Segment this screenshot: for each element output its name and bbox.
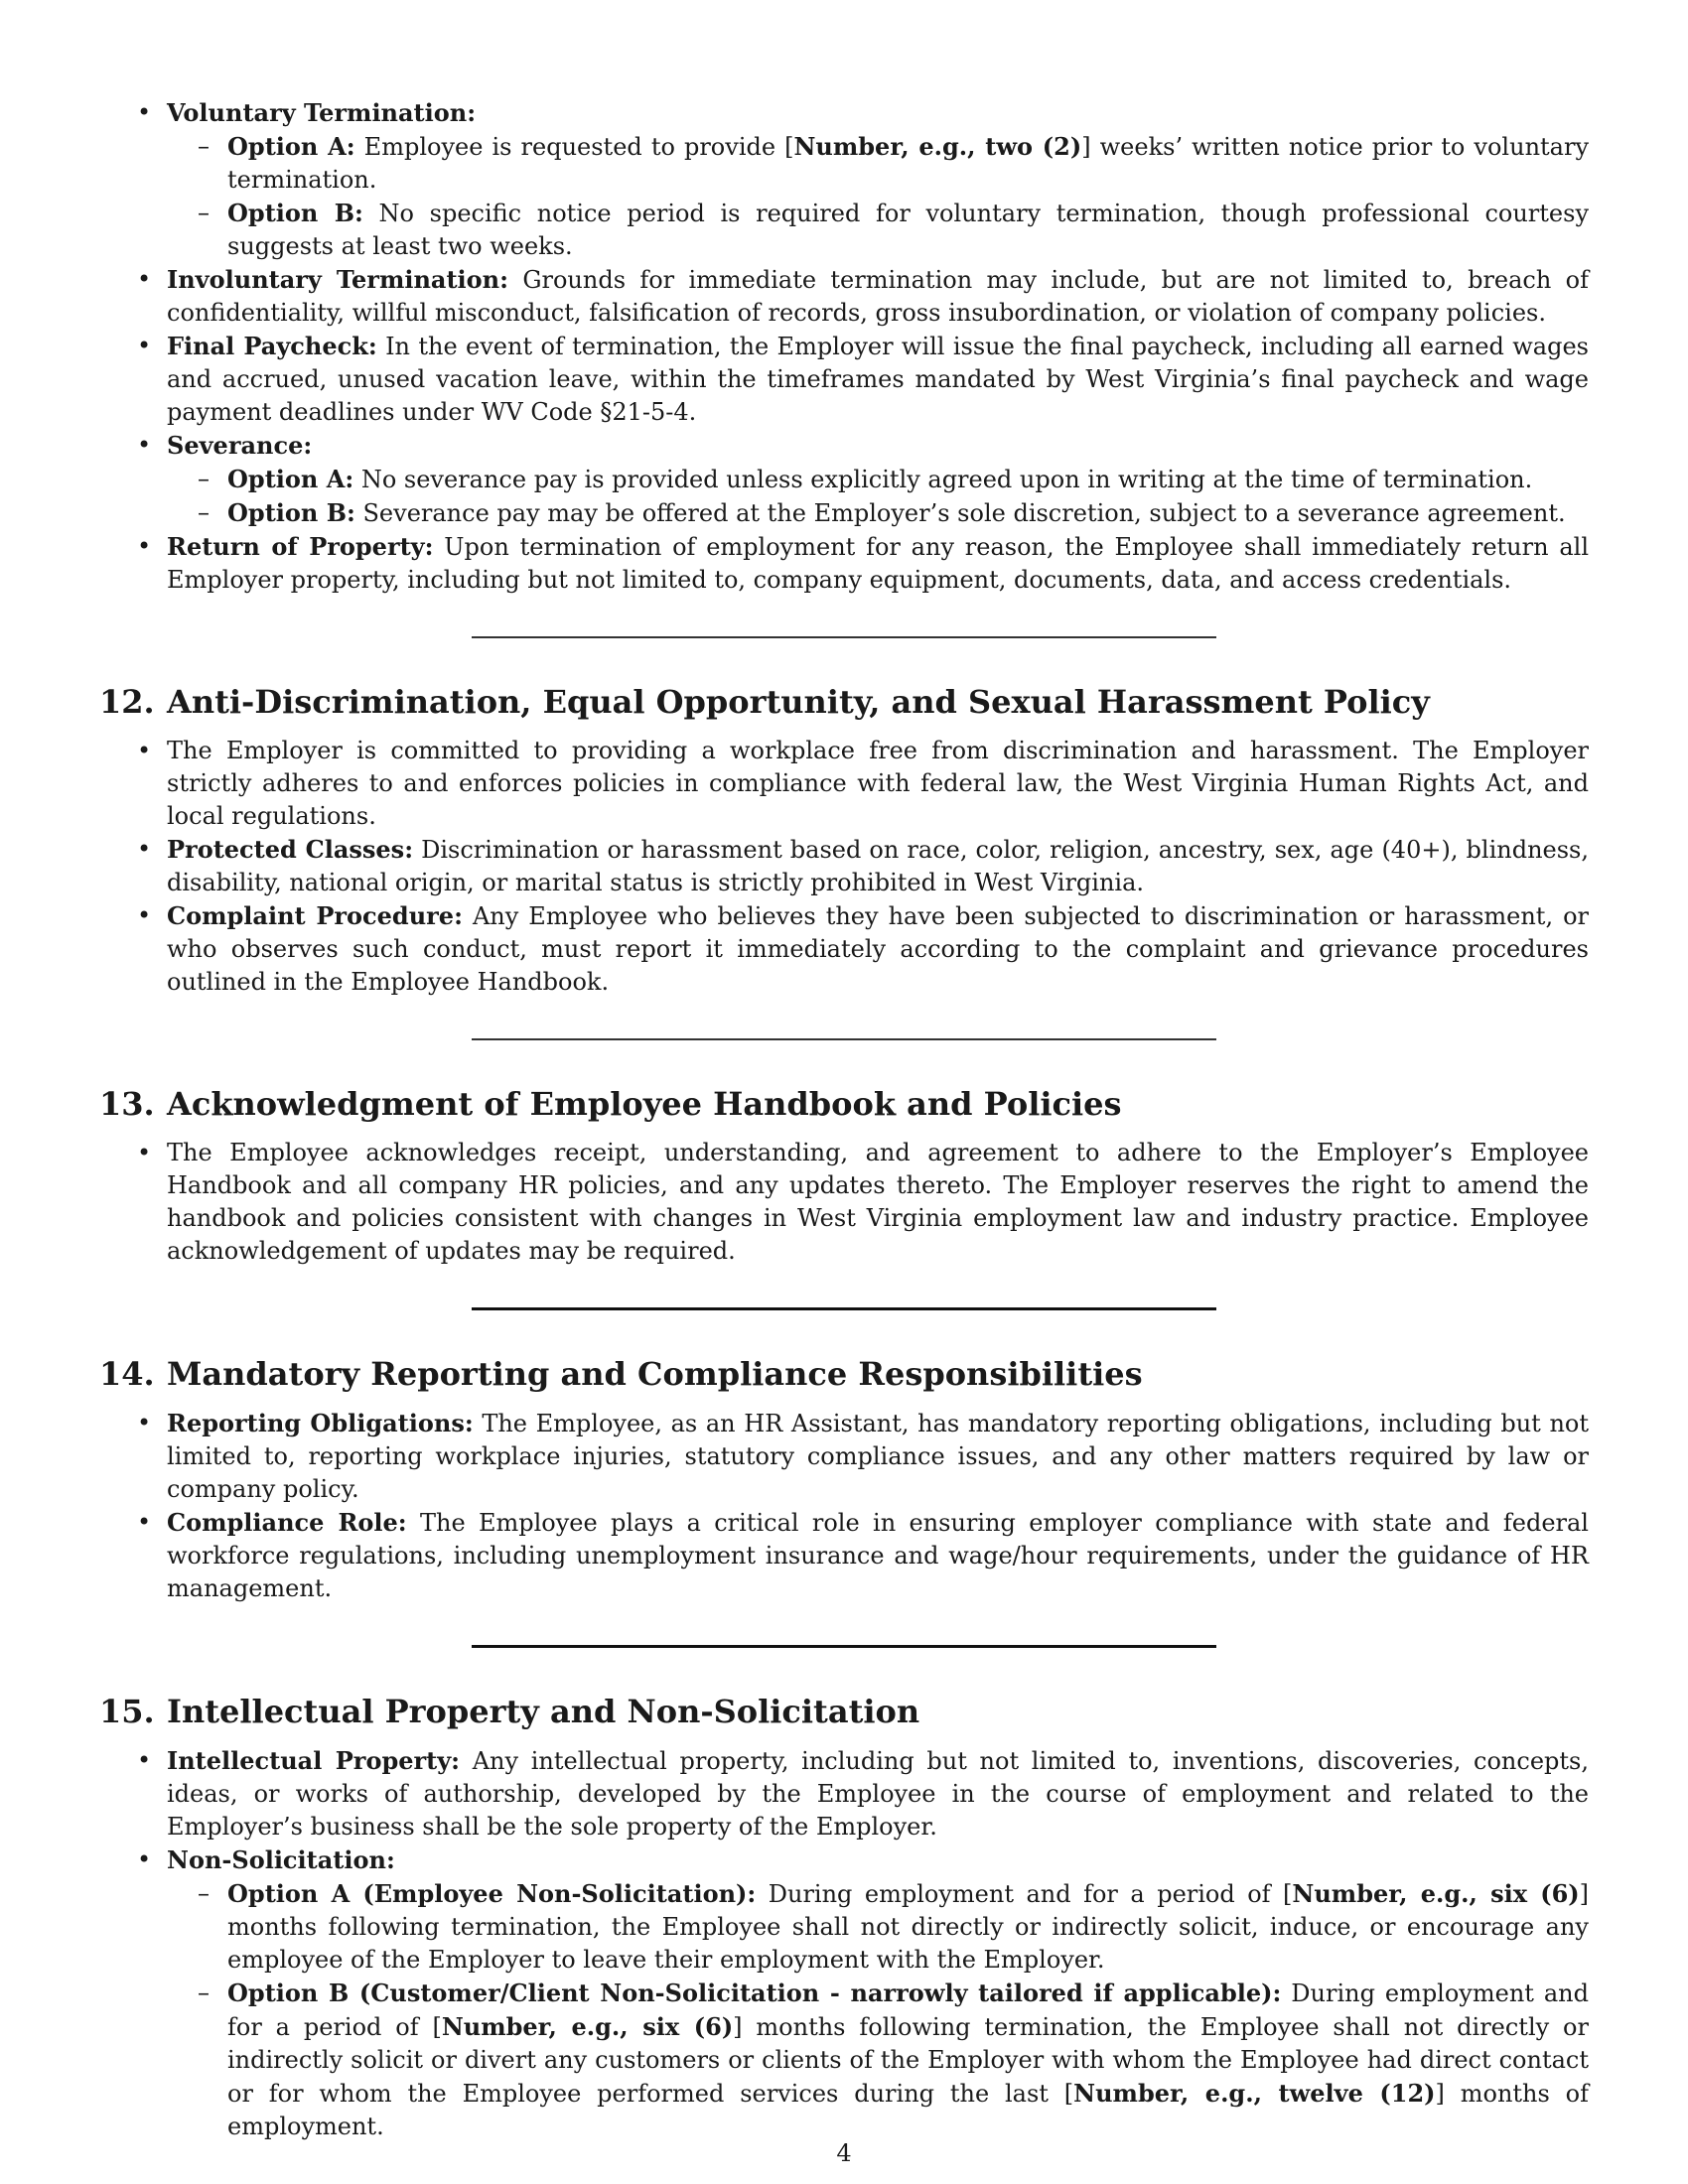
item-label: Severance: <box>167 431 313 460</box>
severance-options <box>167 463 1589 530</box>
item-text: Grounds for immediate termination may include, but are not limited to, breach of confidentiality, willful misconduct, falsification of records, gross insubordination, or violation of company policies. <box>167 266 1589 327</box>
non-solicitation-options <box>167 1877 1589 2143</box>
page-number: 4 <box>836 2139 852 2167</box>
placeholder-text: Number, e.g., two (2) <box>793 132 1082 161</box>
reporting-list <box>99 1407 1589 1605</box>
voluntary-options <box>167 130 1589 263</box>
list-item-option-b <box>227 496 1589 530</box>
option-label: Option A (Employee Non-Solicitation): <box>227 1879 757 1908</box>
list-item-voluntary-termination <box>167 96 1589 263</box>
placeholder-text: Number, e.g., twelve (12) <box>1073 2079 1436 2108</box>
section-heading-13 <box>99 1084 1589 1124</box>
list-item-final-paycheck <box>167 330 1589 429</box>
item-text: The Employee, as an HR Assistant, has mandatory reporting obligations, including but not limited to, reporting workplace injuries, statutory compliance issues, and any other matters required by law or company policy. <box>167 1410 1589 1503</box>
list-item-option-a <box>227 463 1589 496</box>
item-text: Upon termination of employment for any reason, the Employee shall immediately return all Employer property, including but not limited to, company equipment, documents, data, and access credentials. <box>167 533 1590 594</box>
item-label: Involuntary Termination: <box>167 265 508 294</box>
option-text: During employment and for a period of [ <box>756 1880 1293 1908</box>
section-title: Intellectual Property and Non-Solicitation <box>167 1693 920 1730</box>
list-item-return-of-property <box>167 530 1589 597</box>
option-label: Option B: <box>227 199 363 227</box>
item-label: Compliance Role: <box>167 1508 407 1537</box>
option-text: ] months following termination, the Employee shall not directly or indirectly solicit, induce, or encourage any employee of the Employer to leave their employment with the Employer. <box>227 1880 1590 1974</box>
item-text: The Employee plays a critical role in ensuring employer compliance with state and federal workforce regulations, including unemployment insurance and wage/hour requirements, under the guidance of HR management. <box>167 1509 1589 1602</box>
option-text: Severance pay may be offered at the Employer’s sole discretion, subject to a severance agreement. <box>354 499 1566 527</box>
anti-discrimination-list <box>99 735 1589 999</box>
ip-list <box>99 1744 1589 2143</box>
list-item-intellectual-property <box>167 1744 1589 1843</box>
list-item-non-solicitation <box>167 1843 1589 2143</box>
list-item-compliance-role <box>167 1506 1589 1605</box>
list-item-option-b <box>227 197 1589 263</box>
placeholder-text: Number, e.g., six (6) <box>441 2012 734 2041</box>
item-text: Any Employee who believes they have been subjected to discrimination or harassment, or who observes such conduct, must report it immediately according to the complaint and grievance procedures outlined in the Employee Handbook. <box>167 902 1590 996</box>
option-label: Option A: <box>227 465 354 493</box>
option-text: Employee is requested to provide [ <box>354 133 794 161</box>
option-text: No severance pay is provided unless explicitly agreed upon in writing at the time of termination. <box>353 466 1533 493</box>
item-label: Intellectual Property: <box>167 1746 461 1775</box>
option-label: Option A: <box>227 132 355 161</box>
list-item-complaint-procedure <box>167 899 1589 999</box>
list-item-reporting-obligations <box>167 1407 1589 1506</box>
option-label: Option B: <box>227 498 355 527</box>
item-text: Discrimination or harassment based on race, color, religion, ancestry, sex, age (40+), blindness, disability, national origin, or marital status is strictly prohibited in West Virginia. <box>167 836 1589 896</box>
section-heading-15 <box>99 1692 1589 1731</box>
item-text: The Employee acknowledges receipt, understanding, and agreement to adhere to the Employer’s Employee Handbook and all company HR policies, and any updates thereto. The Employer reserves the right to amend the handbook and policies consistent with changes in West Virginia employment law and industry practice. Employee acknowledgement of updates may be required. <box>167 1139 1589 1265</box>
option-text: During employment and for a period of [ <box>227 1979 1589 2041</box>
item-label: Reporting Obligations: <box>167 1409 474 1437</box>
list-item-acknowledgment <box>167 1137 1589 1268</box>
option-text: No specific notice period is required for voluntary termination, though professional courtesy suggests at least two weeks. <box>227 200 1590 260</box>
section-title: Mandatory Reporting and Compliance Responsibilities <box>167 1355 1143 1393</box>
list-item-involuntary-termination <box>167 263 1589 330</box>
handbook-list <box>99 1137 1589 1268</box>
item-text: The Employer is committed to providing a workplace free from discrimination and harassment. The Employer strictly adheres to and enforces policies in compliance with federal law, the West Virginia Human Rights Act, and local regulations. <box>167 737 1589 830</box>
option-text: ] weeks’ written notice prior to voluntary termination. <box>227 133 1590 194</box>
section-heading-12 <box>99 682 1589 722</box>
item-label: Final Paycheck: <box>167 332 377 360</box>
item-label: Protected Classes: <box>167 835 414 864</box>
placeholder-text: Number, e.g., six (6) <box>1292 1879 1580 1908</box>
option-text: ] months following termination, the Employee shall not directly or indirectly solicit or divert any customers or clients of the Employer with whom the Employee had direct contact or for whom the Employee performed services during the last [ <box>227 2013 1589 2108</box>
section-title: Acknowledgment of Employee Handbook and Policies <box>167 1085 1122 1123</box>
section-title: Anti-Discrimination, Equal Opportunity, and Sexual Harassment Policy <box>167 683 1430 721</box>
list-item-protected-classes <box>167 833 1589 899</box>
item-label: Voluntary Termination: <box>167 98 477 127</box>
item-label: Non-Solicitation: <box>167 1845 395 1874</box>
section-divider <box>472 636 1216 638</box>
page-content <box>99 96 1589 2143</box>
list-item-option-b <box>227 1977 1589 2143</box>
section-number: 12. <box>99 683 155 721</box>
list-item-option-a <box>227 1877 1589 1977</box>
section-number: 13. <box>99 1085 155 1123</box>
section-number: 15. <box>99 1693 155 1730</box>
list-item-commitment <box>167 735 1589 833</box>
list-item-severance <box>167 429 1589 530</box>
section-divider <box>472 1038 1216 1040</box>
section-number: 14. <box>99 1355 155 1393</box>
item-text: In the event of termination, the Employer will issue the final paycheck, including all earned wages and accrued, unused vacation leave, within the timeframes mandated by West Virginia’s final paycheck and wage payment deadlines under WV Code §21-5-4. <box>167 333 1589 426</box>
option-text: ] months of employment. <box>227 2080 1589 2140</box>
termination-list <box>99 96 1589 597</box>
item-label: Return of Property: <box>167 532 434 561</box>
list-item-option-a <box>227 130 1589 197</box>
section-divider <box>472 1307 1216 1310</box>
section-heading-14 <box>99 1354 1589 1394</box>
item-label: Complaint Procedure: <box>167 901 463 930</box>
section-divider <box>472 1645 1216 1648</box>
item-text: Any intellectual property, including but not limited to, inventions, discoveries, concepts, ideas, or works of authorship, developed by the Employee in the course of employment and related to the Employer’s business shall be the sole property of the Employer. <box>167 1747 1589 1841</box>
option-label: Option B (Customer/Client Non-Solicitation - narrowly tailored if applicable): <box>227 1979 1282 2007</box>
